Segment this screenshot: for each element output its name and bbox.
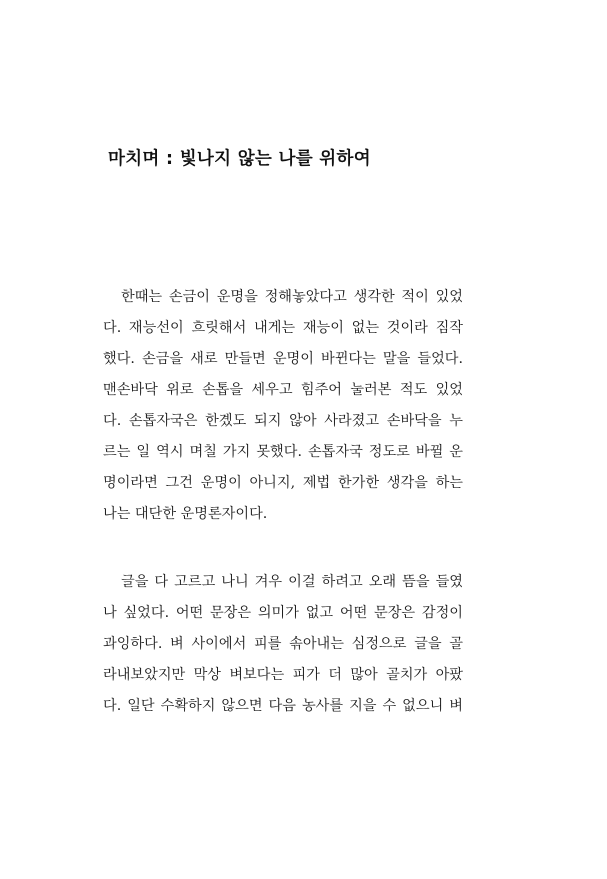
text-line: 맨손바닥 위로 손톱을 세우고 힘주어 눌러본 적도 있었	[103, 382, 463, 398]
text-line: 라내보았지만 막상 벼보다는 피가 더 많아 골치가 아팠	[103, 667, 463, 683]
paragraph	[103, 567, 463, 722]
text-line: 한때는 손금이 운명을 정해놓았다고 생각한 적이 있었	[121, 289, 463, 305]
text-line: 명이라면 그건 운명이 아니지, 제법 한가한 생각을 하는	[103, 475, 463, 491]
paragraph	[103, 282, 463, 530]
text-line: 과잉하다. 벼 사이에서 피를 솎아내는 심정으로 글을 골	[103, 636, 463, 652]
text-line: 다. 재능선이 흐릿해서 내게는 재능이 없는 것이라 짐작	[103, 320, 463, 336]
text-line: 다. 손톱자국은 한곘도 되지 않아 사라졌고 손바닥을 누	[103, 413, 463, 429]
text-line: 했다. 손금을 새로 만들면 운명이 바뀐다는 말을 들었다.	[103, 351, 463, 367]
text-line: 다. 일단 수확하지 않으면 다음 농사를 지을 수 없으니 벼	[103, 698, 463, 714]
text-line: 글을 다 고르고 나니 겨우 이걸 하려고 오래 뜸을 들였	[121, 574, 463, 590]
chapter-title: 마치며 : 빛나지 않는 나를 위하여	[108, 149, 371, 169]
text-line: 나 싶었다. 어떤 문장은 의미가 없고 어떤 문장은 감정이	[103, 605, 463, 621]
text-line: 나는 대단한 운명론자이다.	[103, 506, 268, 522]
text-line: 르는 일 역시 며칠 가지 못했다. 손톱자국 정도로 바뀔 운	[103, 444, 463, 460]
